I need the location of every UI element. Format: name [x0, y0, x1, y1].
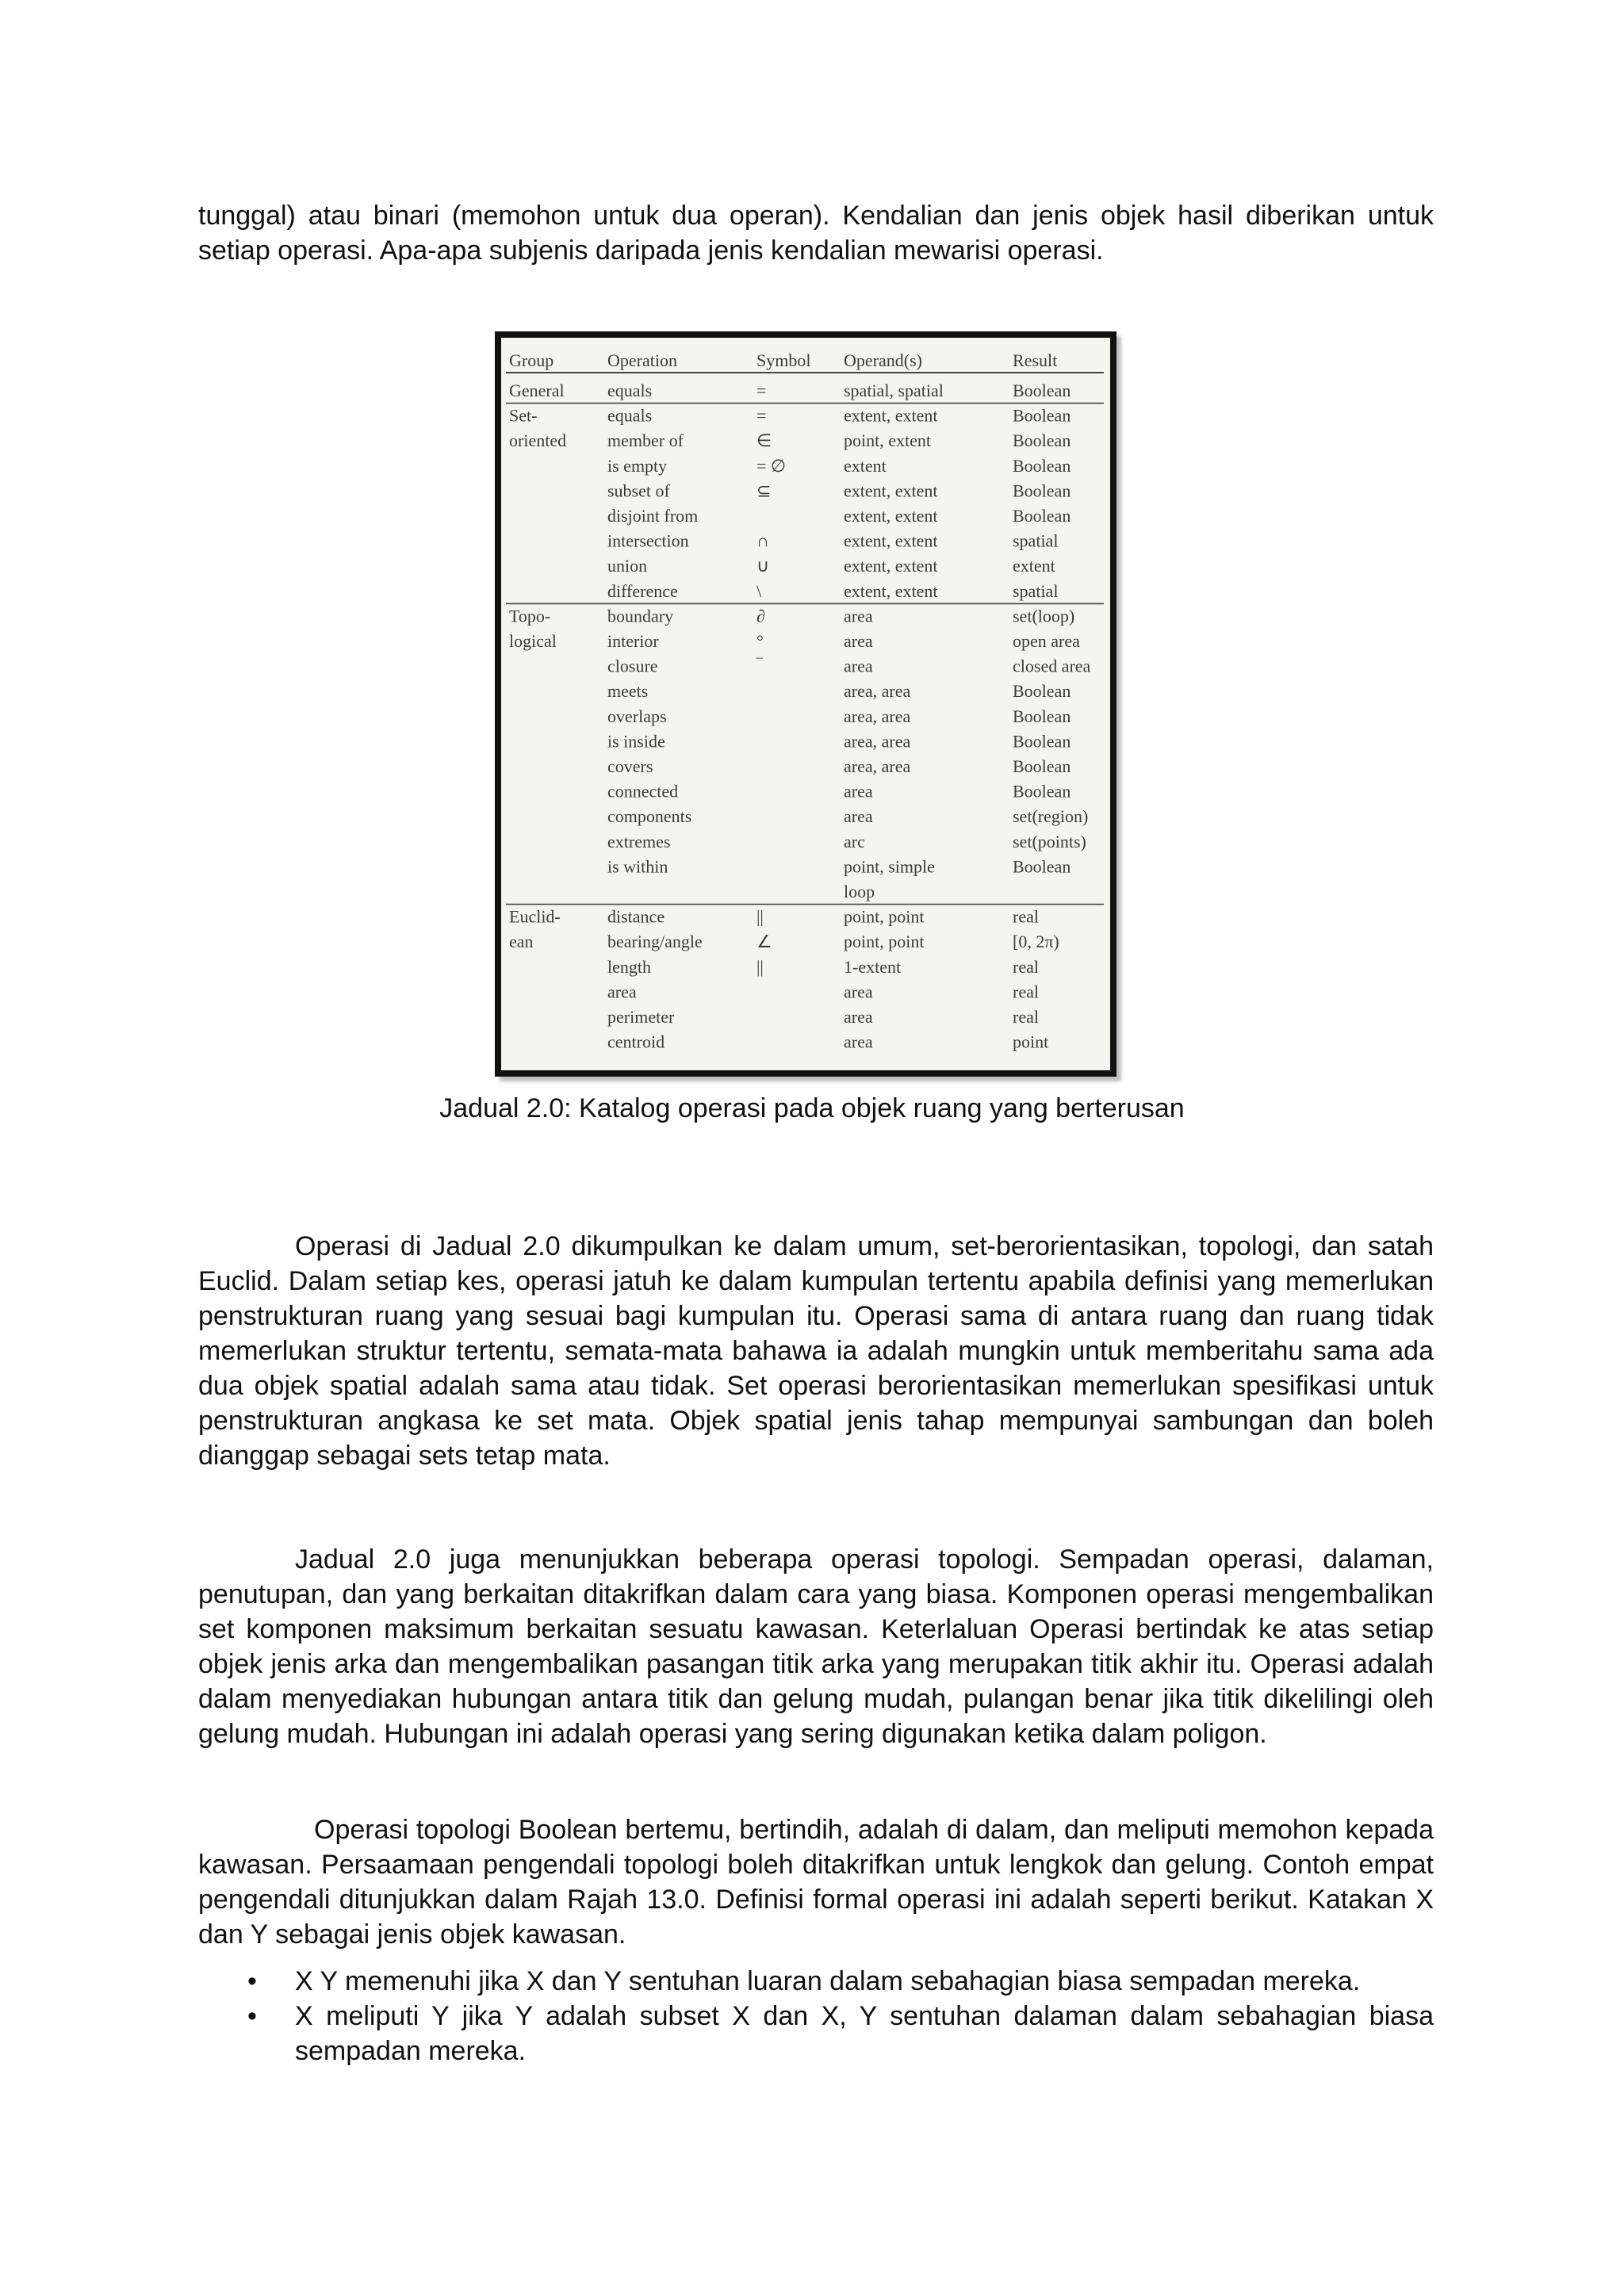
table-cell-operation: is empty: [607, 455, 668, 476]
table-cell-symbol: \: [756, 580, 762, 601]
paragraph-1: Operasi di Jadual 2.0 dikumpulkan ke dalam umum, set-berorientasikan, topologi, dan satah Euclid. Dalam setiap kes, operasi jatuh ke dalam kumpulan tertentu apabila definisi yang memerlukan penstrukturan ruang yang sesuai bagi kumpulan itu. Operasi sama di antara ruang dan ruang tidak memerlukan struktur tertentu, semata-mata bahawa ia adalah mungkin untuk memberitahu sama ada dua objek spatial adalah sama atau tidak. Set operasi berorientasikan memerlukan spesifikasi untuk penstrukturan angkasa ke set mata. Objek spatial jenis tahap mempunyai sambungan dan boleh dianggap sebagai sets tetap mata.: [198, 1231, 1434, 1471]
table-caption: Jadual 2.0: Katalog operasi pada objek ruang yang berterusan: [439, 1093, 1185, 1123]
table-cell-result: real: [1013, 906, 1039, 927]
table-cell-operation: extremes: [607, 831, 671, 851]
table-cell-result: real: [1013, 982, 1039, 1002]
table-cell-result: set(points): [1013, 831, 1086, 851]
table-cell-result: Boolean: [1013, 455, 1071, 476]
table-group-name: Euclid-: [509, 906, 561, 927]
table-group-name: General: [509, 381, 565, 400]
paragraph-2: Jadual 2.0 juga menunjukkan beberapa operasi topologi. Sempadan operasi, dalaman, penutupan, dan yang berkaitan ditakrifkan dalam cara yang biasa. Komponen operasi mengembalikan set komponen maksimum berkaitan sesuatu kawasan. Keterlaluan Operasi bertindak ke atas setiap objek jenis arka dan mengembalikan pasangan titik arka yang merupakan titik akhir itu. Operasi adalah dalam menyediakan hubungan antara titik dan gelung mudah, pulangan benar jika titik dikelilingi oleh gelung mudah. Hubungan ini adalah operasi yang sering digunakan ketika dalam poligon.: [198, 1544, 1434, 1749]
table-cell-result: [0, 2π): [1013, 932, 1059, 952]
table-cell-operands: area: [844, 631, 873, 651]
table-cell-operands: area, area: [844, 731, 911, 752]
table-cell-operation: overlaps: [607, 706, 667, 726]
table-cell-operands: extent, extent: [844, 530, 938, 551]
table-group-name: Set-: [509, 405, 538, 426]
table-cell-operation: boundary: [607, 606, 674, 626]
table-cell-operands: area: [844, 806, 873, 827]
table-cell-operands: area: [844, 781, 873, 802]
table-cell-result: real: [1013, 1007, 1039, 1027]
table-cell-result: Boolean: [1013, 731, 1071, 752]
table-cell-symbol: ‾: [756, 656, 763, 676]
table-cell-symbol: ∠: [756, 932, 772, 952]
table-group-name: ean: [509, 932, 534, 952]
table-cell-result: extent: [1013, 556, 1055, 576]
table-cell-symbol: ∪: [756, 556, 770, 576]
table-cell-operands: area: [844, 606, 873, 626]
table-cell-result: real: [1013, 956, 1039, 977]
table-cell-operands: extent, extent: [844, 556, 938, 576]
table-cell-symbol: =: [756, 381, 767, 400]
table-cell-operands: extent, extent: [844, 405, 938, 426]
bullet-item: [198, 1999, 1434, 2068]
bullet-text: X Y memenuhi jika X dan Y sentuhan luaran dalam sebahagian biasa sempadan mereka.: [295, 1966, 1361, 1996]
table-cell-symbol: ∈: [756, 430, 772, 451]
table-cell-result: Boolean: [1013, 405, 1071, 426]
table-cell-operands: area: [844, 656, 873, 676]
bullet-marker: •: [247, 2001, 257, 2031]
table-cell-result: Boolean: [1013, 381, 1071, 400]
table-cell-result: closed area: [1013, 656, 1091, 676]
table-cell-operands: extent: [844, 455, 887, 476]
table-cell-result: Boolean: [1013, 480, 1071, 501]
table-cell-operation: area: [607, 982, 637, 1002]
table-cell-operands: area: [844, 1007, 873, 1027]
table-cell-result: Boolean: [1013, 681, 1071, 702]
table-cell-operands: point, simple: [844, 856, 935, 877]
table-cell-result: Boolean: [1013, 706, 1071, 726]
operations-table: [501, 338, 1110, 1070]
table-cell-symbol: ∂: [756, 606, 765, 626]
table-cell-operation: components: [607, 806, 692, 827]
table-cell-operation: union: [607, 556, 648, 576]
table-cell-operation: member of: [607, 430, 684, 451]
table-cell-symbol: ||: [756, 906, 764, 927]
bullet-item: [198, 1964, 1434, 1999]
table-cell-result: set(region): [1013, 806, 1089, 827]
table-cell-operation: bearing/angle: [607, 932, 703, 952]
table-cell-operands: area, area: [844, 706, 911, 726]
table-cell-operation: covers: [607, 756, 653, 776]
table-cell-symbol: °: [756, 631, 764, 651]
table-cell-result: point: [1013, 1031, 1049, 1052]
table-group-name: Topo-: [509, 606, 551, 626]
table-cell-symbol: ∩: [756, 530, 769, 551]
paragraph-3: Operasi topologi Boolean bertemu, bertindih, adalah di dalam, dan meliputi memohon kepada kawasan. Persaamaan pengendali topologi boleh ditakrifkan untuk lengkok dan gelung. Contoh empat pengendali ditunjukkan dalam Rajah 13.0. Definisi formal operasi ini adalah seperti berikut. Katakan X dan Y sebagai jenis objek kawasan.: [198, 1815, 1434, 1950]
table-cell-operation: connected: [607, 781, 679, 802]
table-group-name: oriented: [509, 430, 567, 451]
table-cell-operation: distance: [607, 906, 665, 927]
table-cell-result: Boolean: [1013, 756, 1071, 776]
table-cell-symbol: =: [756, 405, 767, 426]
table-cell-operation: centroid: [607, 1031, 665, 1052]
table-cell-operands: spatial, spatial: [844, 381, 944, 400]
table-cell-operands: area: [844, 982, 873, 1002]
table-header-cell: Operand(s): [844, 350, 922, 370]
table-cell-operands: extent, extent: [844, 506, 938, 526]
table-cell-operands: area, area: [844, 681, 911, 702]
table-cell-operation: disjoint from: [607, 506, 699, 526]
table-cell-operation: is within: [607, 856, 668, 877]
table-cell-operation: length: [607, 956, 651, 977]
table-cell-operands: point, extent: [844, 430, 931, 451]
table-cell-operation: equals: [607, 381, 653, 400]
table-header-cell: Group: [509, 350, 554, 370]
table-cell-operands: area: [844, 1031, 873, 1052]
table-cell-operands: 1-extent: [844, 956, 902, 977]
table-cell-result: set(loop): [1013, 606, 1075, 626]
table-cell-result: open area: [1013, 631, 1080, 651]
table-cell-operands: area, area: [844, 756, 911, 776]
table-header-cell: Operation: [607, 350, 677, 370]
table-cell-symbol: ||: [756, 956, 764, 977]
table-header-cell: Symbol: [756, 350, 811, 370]
table-cell-result: spatial: [1013, 580, 1059, 601]
intro-paragraph: tunggal) atau binari (memohon untuk dua operan). Kendalian dan jenis objek hasil diberikan untuk setiap operasi. Apa-apa subjenis daripada jenis kendalian mewarisi operasi.: [198, 201, 1434, 266]
table-cell-symbol: = ∅: [756, 455, 787, 476]
table-cell-operation: difference: [607, 580, 678, 601]
table-cell-result: spatial: [1013, 530, 1059, 551]
table-cell-operands: point, point: [844, 906, 925, 927]
table-cell-result: Boolean: [1013, 430, 1071, 451]
bullet-list: [198, 1964, 1434, 2068]
table-cell-operation: equals: [607, 405, 653, 426]
table-group-name: logical: [509, 631, 557, 651]
table-cell-result: Boolean: [1013, 506, 1071, 526]
table-cell-result: Boolean: [1013, 781, 1071, 802]
bullet-text: X meliputi Y jika Y adalah subset X dan X, Y sentuhan dalaman dalam sebahagian biasa sempadan mereka.: [295, 2001, 1434, 2066]
table-cell-operation: is inside: [607, 731, 665, 752]
bullet-marker: •: [247, 1966, 257, 1996]
table-cell-operation: meets: [607, 681, 649, 702]
table-cell-operation: interior: [607, 631, 659, 651]
table-header-cell: Result: [1013, 350, 1058, 370]
operations-table-figure: [495, 331, 1116, 1077]
table-cell-operation: subset of: [607, 480, 670, 501]
table-cell-operands: point, point: [844, 932, 925, 952]
table-cell-operands: loop: [844, 882, 875, 901]
table-cell-operation: perimeter: [607, 1007, 675, 1027]
table-cell-operation: closure: [607, 656, 658, 676]
table-cell-operands: extent, extent: [844, 580, 938, 601]
table-cell-symbol: ⊆: [756, 480, 772, 501]
table-cell-result: Boolean: [1013, 856, 1071, 877]
table-cell-operation: intersection: [607, 530, 689, 551]
table-cell-operands: arc: [844, 831, 865, 851]
table-cell-operands: extent, extent: [844, 480, 938, 501]
